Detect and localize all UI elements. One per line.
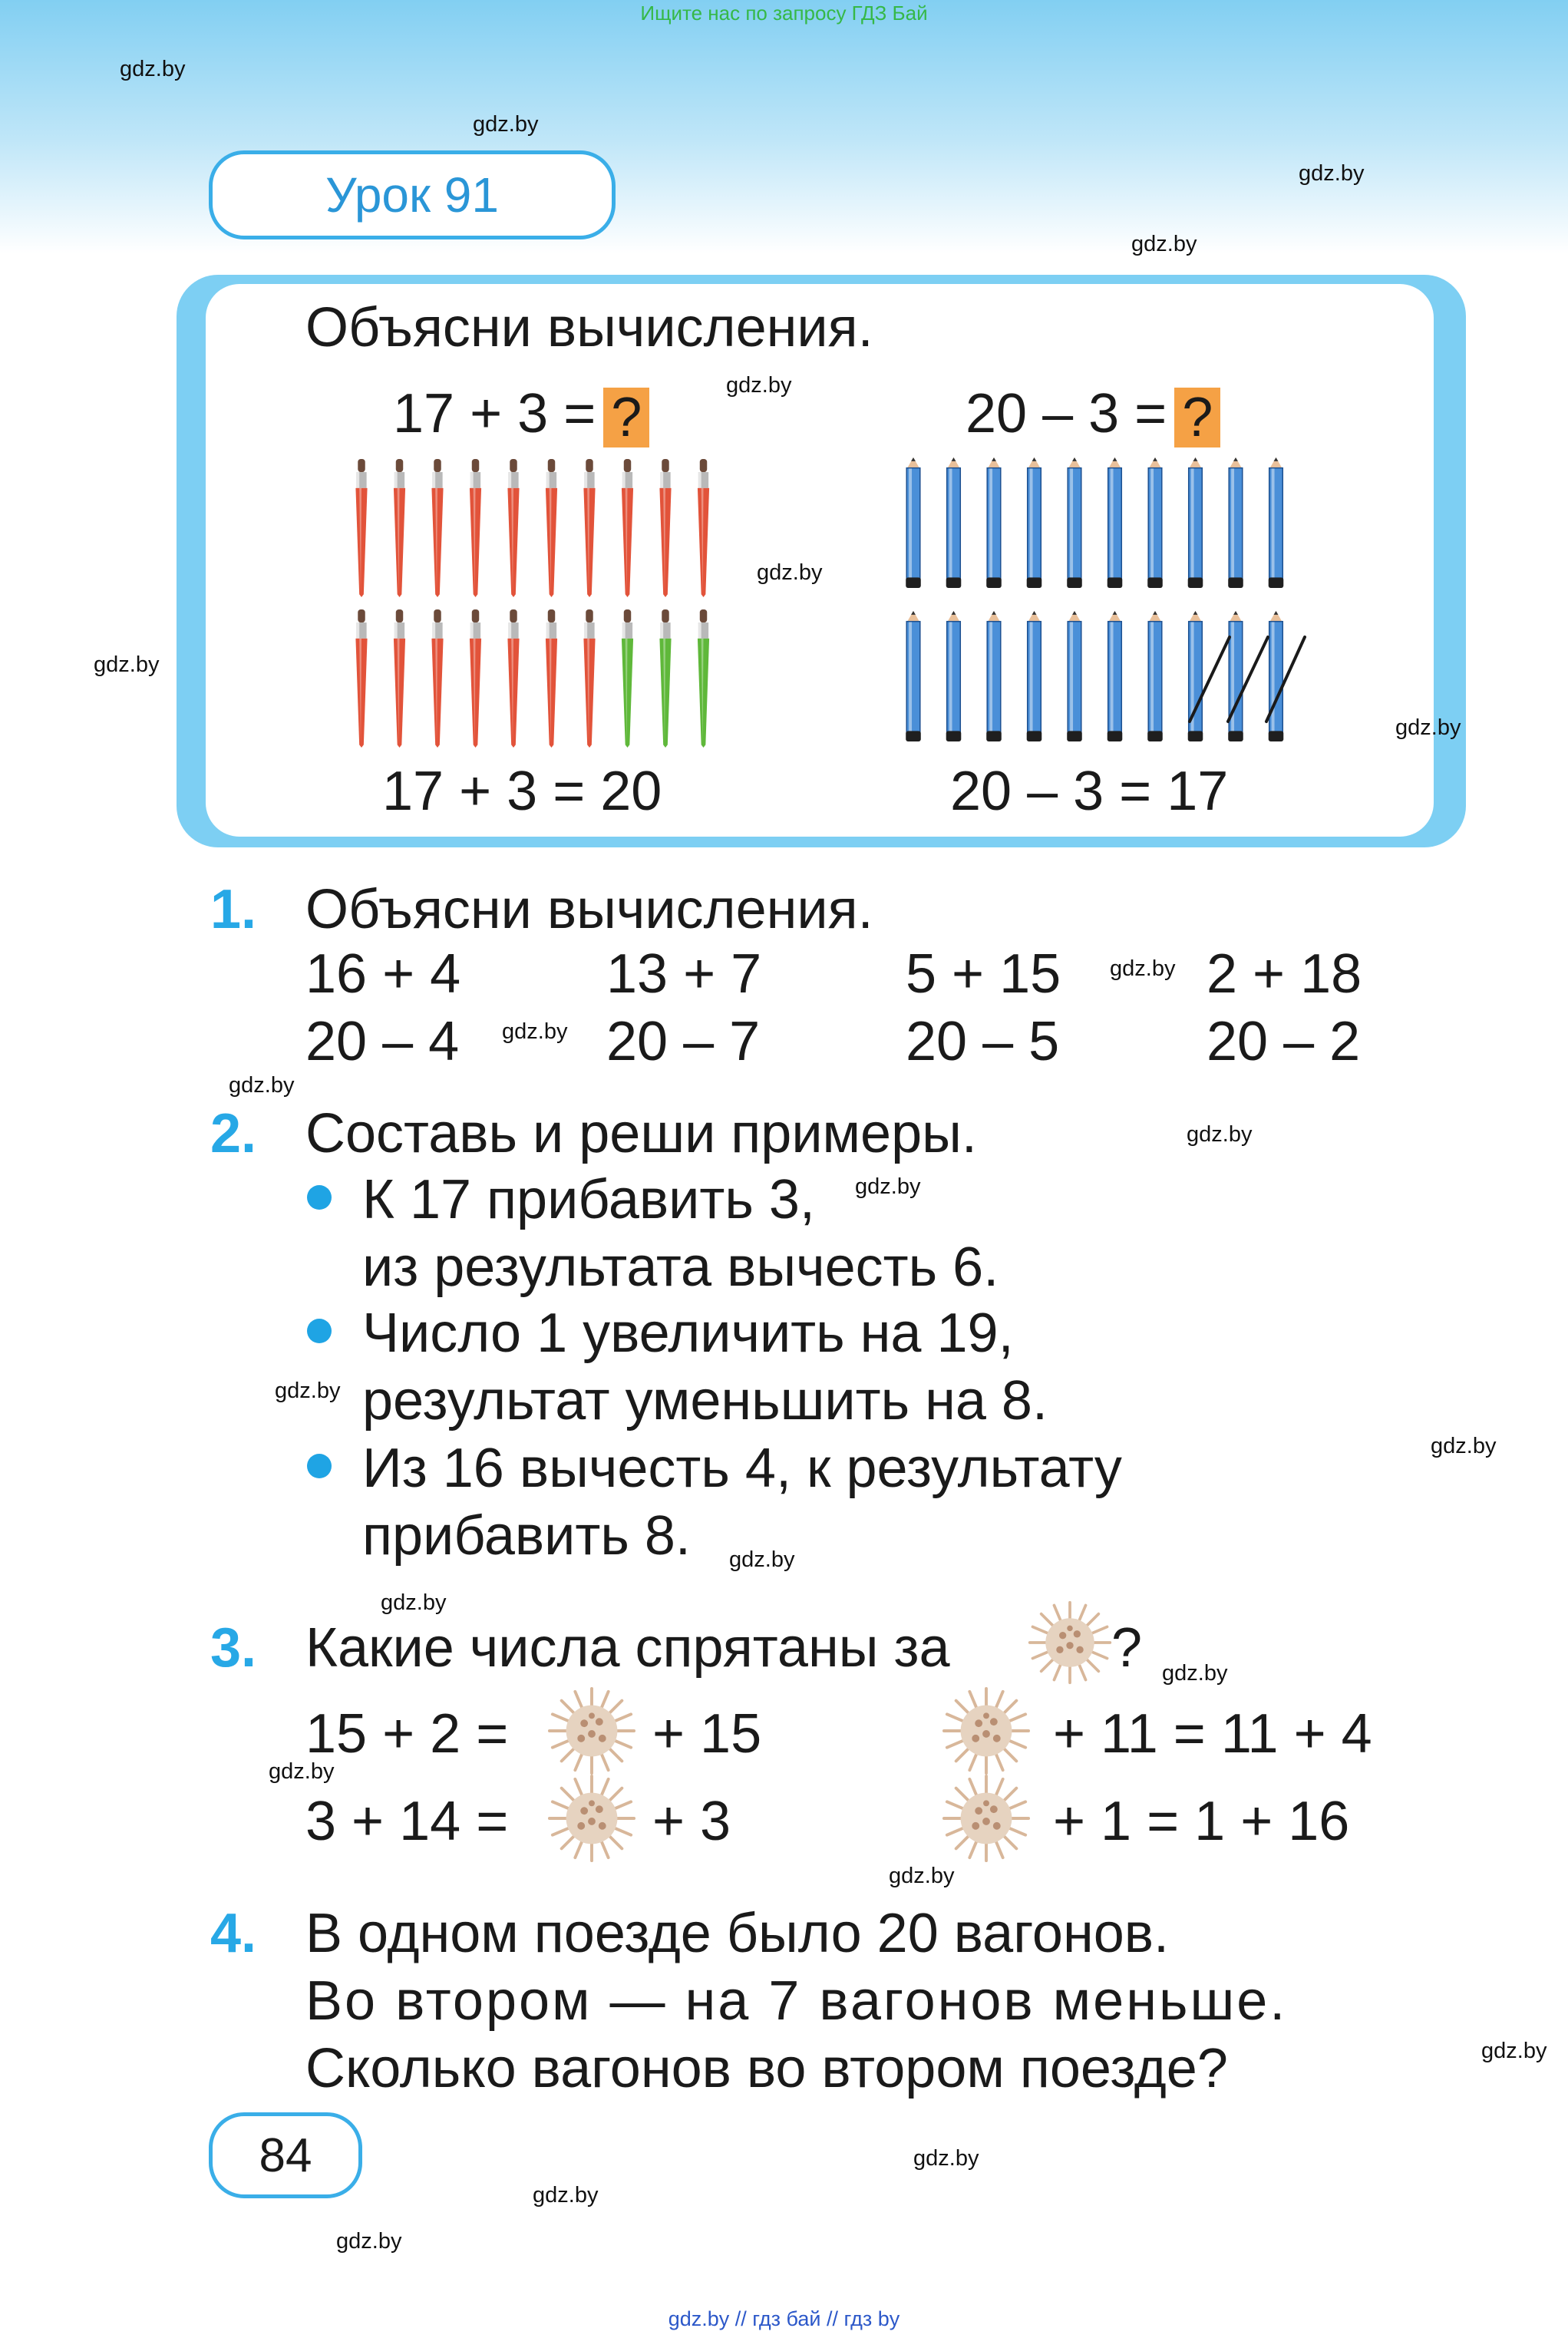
sea-urchin-icon — [546, 1686, 637, 1776]
paintbrush-icon — [394, 459, 405, 597]
pencil-icon — [1269, 457, 1284, 588]
left-question-expression — [393, 382, 649, 447]
pencil-icon — [1067, 611, 1082, 741]
task2-item1-line1: К 17 прибавить 3, — [362, 1169, 815, 1230]
bullet-dot — [307, 1454, 332, 1478]
watermark: gdz.by — [757, 560, 823, 585]
task1-number: 1. — [210, 879, 257, 940]
task4-line1: В одном поезде было 20 вагонов. — [305, 1903, 1169, 1964]
watermark: gdz.by — [729, 1547, 795, 1572]
watermark: gdz.by — [533, 2183, 599, 2208]
paintbrush-icon — [507, 459, 519, 597]
paintbrush-icon — [546, 459, 557, 597]
pencil-icon — [1027, 457, 1042, 588]
watermark: gdz.by — [855, 1174, 921, 1199]
pencil-icon — [1108, 611, 1123, 741]
sea-urchin-icon — [941, 1686, 1032, 1776]
sea-urchin-icon — [941, 1773, 1032, 1864]
pencil-icon — [986, 457, 1002, 588]
task3-number: 3. — [210, 1617, 257, 1679]
page-number — [209, 2112, 362, 2198]
lesson-title-text: Урок 91 — [325, 167, 499, 223]
task1-row2-item: 20 – 5 — [906, 1011, 1060, 1072]
pencil-icon — [1147, 457, 1163, 588]
task1-row1-item: 13 + 7 — [606, 943, 762, 1005]
task1-row1-item: 2 + 18 — [1207, 943, 1362, 1005]
task2-number: 2. — [210, 1103, 257, 1164]
top-banner: Ищите нас по запросу ГДЗ Бай — [640, 2, 928, 25]
pencil-icon — [1228, 457, 1243, 588]
task2-item3-line1: Из 16 вычесть 4, к результату — [362, 1438, 1122, 1499]
task2-item2-line2: результат уменьшить на 8. — [362, 1370, 1048, 1432]
paintbrush-icon — [698, 459, 709, 597]
paintbrush-icon — [583, 459, 595, 597]
pencil-icon — [946, 457, 962, 588]
task4-line3: Сколько вагонов во втором поезде? — [305, 2038, 1228, 2099]
watermark: gdz.by — [94, 652, 160, 677]
paintbrush-icon — [431, 459, 443, 597]
paintbrush-icon — [546, 609, 557, 748]
paintbrush-icon — [659, 459, 671, 597]
left-answer: 17 + 3 = 20 — [382, 761, 662, 822]
pencil-icon — [1147, 611, 1163, 741]
task3-eq2-left: 3 + 14 = — [305, 1791, 509, 1852]
pencil-icon — [986, 611, 1002, 741]
watermark: gdz.by — [1131, 232, 1197, 256]
paintbrush-icon — [431, 609, 443, 748]
pencil-icon — [1108, 457, 1123, 588]
watermark: gdz.by — [336, 2229, 402, 2254]
watermark: gdz.by — [1395, 715, 1461, 740]
pencils-illustration — [898, 453, 1312, 745]
paintbrush-icon — [698, 609, 709, 748]
watermark: gdz.by — [269, 1759, 335, 1784]
task1-row1-item: 16 + 4 — [305, 943, 461, 1005]
task3-eq1-right: + 15 — [652, 1703, 762, 1765]
brushes-illustration — [349, 459, 718, 751]
left-expr: 17 + 3 = — [393, 383, 596, 444]
task3-title-end: ? — [1111, 1617, 1143, 1679]
watermark: gdz.by — [502, 1019, 568, 1044]
task2-item1-line2: из результата вычесть 6. — [362, 1237, 999, 1298]
pencil-icon — [1269, 611, 1284, 741]
task3-eq1-left: 15 + 2 = — [305, 1703, 509, 1765]
right-expr: 20 – 3 = — [966, 383, 1167, 444]
task1-row1-item: 5 + 15 — [906, 943, 1061, 1005]
right-question-expression — [966, 382, 1220, 447]
watermark: gdz.by — [1187, 1122, 1253, 1147]
bullet-dot — [307, 1185, 332, 1210]
watermark: gdz.by — [889, 1864, 955, 1888]
task3-eq3: + 11 = 11 + 4 — [1053, 1703, 1372, 1765]
task3-title: Какие числа спрятаны за — [305, 1617, 950, 1679]
task2-item2-line1: Число 1 увеличить на 19, — [362, 1303, 1014, 1364]
page-number-text: 84 — [259, 2128, 312, 2182]
watermark: gdz.by — [229, 1073, 295, 1098]
paintbrush-icon — [470, 459, 481, 597]
watermark: gdz.by — [473, 112, 539, 137]
task4-line2: Во втором — на 7 вагонов меньше. — [305, 1970, 1288, 2032]
footer-links[interactable]: gdz.by // гдз бай // гдз by — [668, 2307, 900, 2330]
bullet-dot — [307, 1319, 332, 1343]
intro-heading: Объясни вычисления. — [305, 297, 873, 358]
watermark: gdz.by — [381, 1590, 447, 1615]
task2-title: Составь и реши примеры. — [305, 1103, 977, 1164]
paintbrush-icon — [394, 609, 405, 748]
watermark: gdz.by — [275, 1379, 341, 1403]
pencil-icon — [1228, 611, 1243, 741]
pencil-icon — [906, 457, 921, 588]
question-box-left: ? — [603, 388, 649, 447]
task1-row2-item: 20 – 2 — [1207, 1011, 1361, 1072]
pencil-icon — [946, 611, 962, 741]
task1-row2-item: 20 – 7 — [606, 1011, 761, 1072]
right-answer: 20 – 3 = 17 — [950, 761, 1229, 822]
paintbrush-icon — [583, 609, 595, 748]
pencil-icon — [1067, 457, 1082, 588]
watermark: gdz.by — [1431, 1434, 1497, 1458]
pencil-icon — [1027, 611, 1042, 741]
sea-urchin-icon — [1027, 1600, 1113, 1686]
task1-title: Объясни вычисления. — [305, 879, 873, 940]
brushes-svg — [349, 459, 718, 751]
paintbrush-icon — [622, 609, 633, 748]
lesson-title — [209, 150, 616, 239]
task3-eq4: + 1 = 1 + 16 — [1053, 1791, 1350, 1852]
watermark: gdz.by — [1481, 2039, 1547, 2063]
watermark: gdz.by — [726, 373, 792, 398]
pencils-svg — [898, 453, 1312, 745]
question-box-right: ? — [1174, 388, 1220, 447]
paintbrush-icon — [355, 609, 367, 748]
pencil-icon — [1188, 457, 1203, 588]
paintbrush-icon — [622, 459, 633, 597]
paintbrush-icon — [355, 459, 367, 597]
watermark: gdz.by — [1162, 1661, 1228, 1686]
watermark: gdz.by — [913, 2146, 979, 2171]
watermark: gdz.by — [120, 57, 186, 81]
task1-row2-item: 20 – 4 — [305, 1011, 460, 1072]
task4-number: 4. — [210, 1903, 257, 1964]
paintbrush-icon — [470, 609, 481, 748]
paintbrush-icon — [659, 609, 671, 748]
paintbrush-icon — [507, 609, 519, 748]
sea-urchin-icon — [546, 1773, 637, 1864]
pencil-icon — [906, 611, 921, 741]
task3-eq2-right: + 3 — [652, 1791, 731, 1852]
watermark: gdz.by — [1299, 161, 1365, 186]
task2-item3-line2: прибавить 8. — [362, 1505, 691, 1567]
watermark: gdz.by — [1110, 956, 1176, 981]
